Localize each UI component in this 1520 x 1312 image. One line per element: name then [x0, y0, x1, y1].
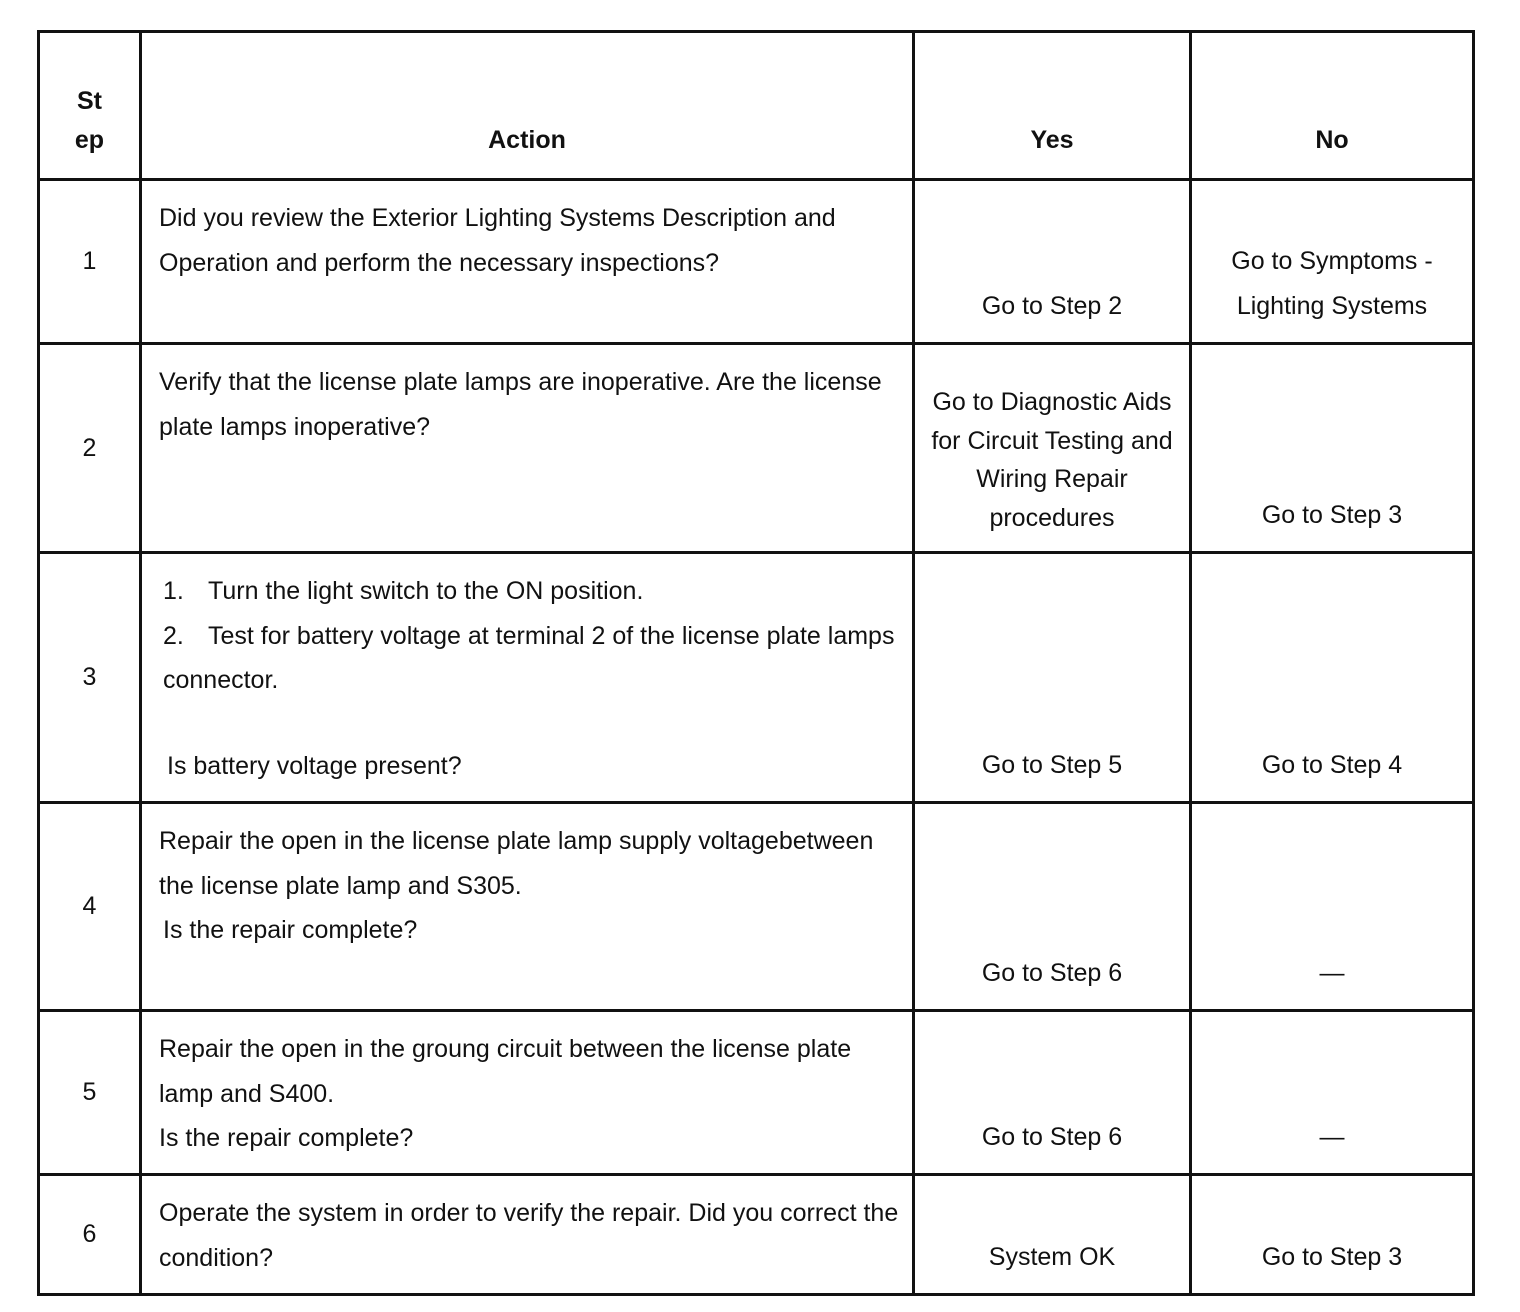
- header-no: No: [1191, 32, 1474, 180]
- yes-text: Go to Step 2: [981, 291, 1123, 320]
- no-cell: [1191, 1175, 1474, 1295]
- header-action: Action: [141, 32, 914, 180]
- action-steps-list: [159, 569, 900, 703]
- yes-text: Go to Step 6: [981, 958, 1123, 987]
- action-cell: [141, 344, 914, 553]
- no-cell: [1191, 1011, 1474, 1175]
- action-text: Repair the open in the license plate lamp supply voltagebetween the license plate lamp and S305.: [159, 827, 874, 900]
- yes-cell: [914, 1175, 1191, 1295]
- action-cell: [141, 803, 914, 1011]
- yes-cell: [914, 344, 1191, 553]
- action-text: Operate the system in order to verify the repair. Did you correct the condition?: [159, 1199, 899, 1272]
- table-row: [39, 1175, 1474, 1295]
- yes-text: System OK: [988, 1242, 1116, 1271]
- table-row: [39, 180, 1474, 344]
- step-number: 4: [39, 803, 141, 1011]
- no-text: Go to Step 3: [1261, 500, 1403, 529]
- no-text: Go to Step 4: [1261, 750, 1403, 779]
- no-cell: [1191, 180, 1474, 344]
- table-row: [39, 1011, 1474, 1175]
- action-question: Is the repair complete?: [163, 916, 418, 944]
- action-cell: [141, 553, 914, 803]
- yes-cell: [914, 553, 1191, 803]
- step-number: 3: [39, 553, 141, 803]
- yes-text: Go to Diagnostic Aids for Circuit Testing and Wiring Repair procedures: [931, 388, 1173, 532]
- no-text: Go to Symptoms - Lighting Systems: [1231, 247, 1433, 320]
- list-item: 2. Test for battery voltage at terminal 2 of the license plate lamps connector.: [163, 621, 895, 694]
- step-number: 6: [39, 1175, 141, 1295]
- no-text: Go to Step 3: [1261, 1242, 1403, 1271]
- step-number: 2: [39, 344, 141, 553]
- yes-text: Go to Step 6: [981, 1122, 1123, 1151]
- yes-text: Go to Step 5: [981, 750, 1123, 779]
- action-text: Verify that the license plate lamps are inoperative. Are the license plate lamps inoperative?: [159, 368, 882, 441]
- yes-cell: [914, 803, 1191, 1011]
- diagnostic-table: [37, 30, 1475, 1296]
- step-number: 1: [39, 180, 141, 344]
- yes-cell: [914, 1011, 1191, 1175]
- action-question: Is the repair complete?: [159, 1124, 414, 1152]
- table-row: [39, 803, 1474, 1011]
- action-cell: [141, 180, 914, 344]
- header-yes: Yes: [914, 32, 1191, 180]
- action-text: Repair the open in the groung circuit between the license plate lamp and S400.: [159, 1035, 852, 1108]
- list-item: 1. Turn the light switch to the ON position.: [163, 577, 644, 605]
- no-cell: [1191, 803, 1474, 1011]
- no-cell: [1191, 553, 1474, 803]
- action-cell: [141, 1175, 914, 1295]
- header-step: St ep: [39, 32, 141, 180]
- table-row: [39, 553, 1474, 803]
- yes-cell: [914, 180, 1191, 344]
- action-question: Is battery voltage present?: [167, 751, 462, 780]
- step-number: 5: [39, 1011, 141, 1175]
- no-text: —: [1319, 958, 1345, 987]
- table-row: [39, 344, 1474, 553]
- no-cell: [1191, 344, 1474, 553]
- action-text: Did you review the Exterior Lighting Systems Description and Operation and perform the necessary inspections?: [159, 204, 836, 277]
- no-text: —: [1319, 1122, 1345, 1151]
- action-cell: [141, 1011, 914, 1175]
- header-row: [39, 32, 1474, 180]
